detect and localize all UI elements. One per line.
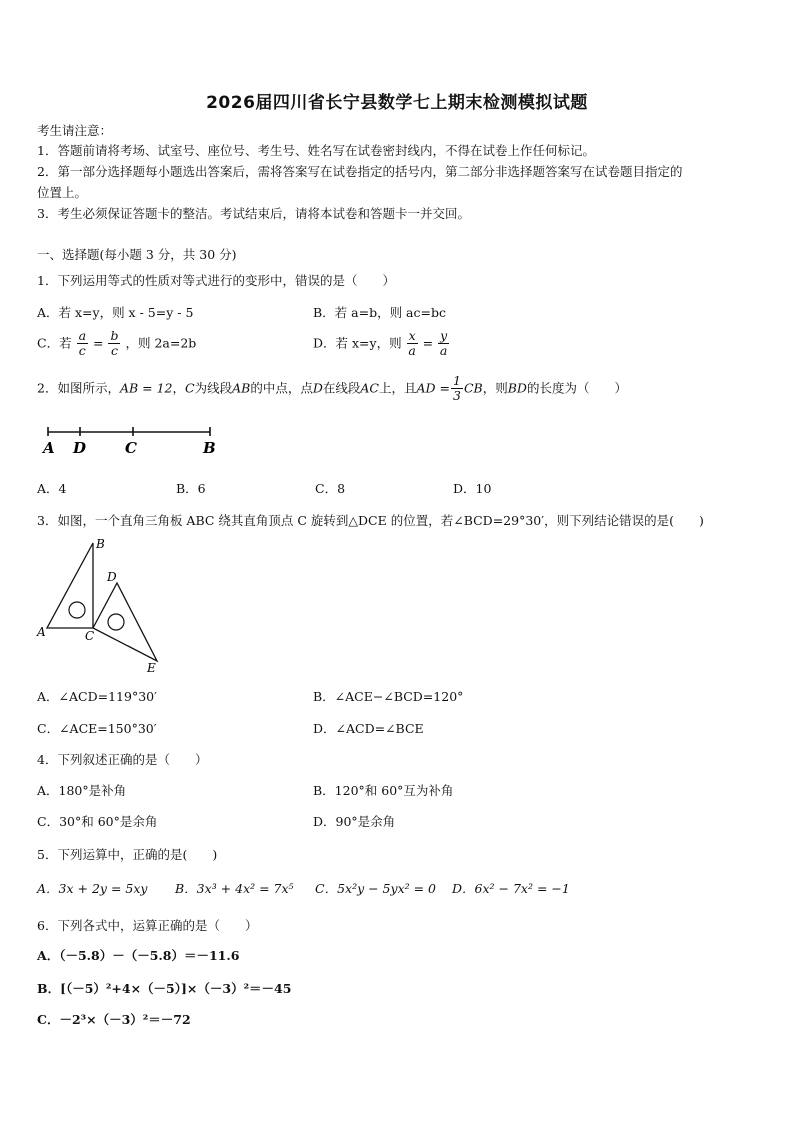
fraction-b-over-c: $\frac{b}{c}$	[110, 328, 119, 359]
q6-option-c: C．－2³×（－3）²＝－72	[37, 1012, 191, 1027]
fraction-one-third: $\frac{1}{3}$	[453, 373, 461, 404]
q3-option-b: B．∠ACE−∠BCD=120°	[313, 689, 464, 704]
q5-option-d: D．6x² − 7x² = −1	[452, 881, 570, 896]
q1-option-d: D．若 x=y，则 $\frac{x}{a}$ = $\frac{y}{a}$	[313, 328, 448, 359]
notice-item-2: 2．第一部分选择题每小题选出答案后，需将答案写在试卷指定的括号内，第二部分非选择题答案写在试卷题目指定的	[37, 164, 683, 179]
q3-option-c: C．∠ACE=150°30′	[37, 721, 157, 736]
q4-option-c: C．30°和 60°是余角	[37, 814, 158, 829]
q2-stem: 2．如图所示，AB = 12，C为线段AB的中点，点D在线段AC上，且AD = $\frac{1}{3}$ CB，则BD的长度为（ ）	[37, 373, 627, 404]
notice-item-3: 3．考生必须保证答题卡的整洁。考试结束后，请将本试卷和答题卡一并交回。	[37, 206, 470, 221]
q2-segment-figure	[40, 422, 230, 462]
q5-stem: 5．下列运算中，正确的是( )	[37, 847, 218, 862]
label-a: A	[37, 625, 46, 639]
q2-option-d: D．10	[453, 481, 492, 496]
q3-triangle-figure	[35, 533, 165, 678]
q2-option-b: B．6	[176, 481, 206, 496]
q3-option-a: A．∠ACD=119°30′	[37, 689, 157, 704]
q5-option-b: B．3x³ + 4x² = 7x⁵	[175, 881, 294, 896]
label-b: B	[96, 537, 105, 551]
q5-option-c: C．5x²y − 5yx² = 0	[315, 881, 437, 896]
label-e: E	[147, 661, 156, 675]
q6-option-a: A．（－5.8）－（－5.8）＝－11.6	[37, 948, 240, 963]
q4-stem: 4．下列叙述正确的是（ ）	[37, 752, 208, 767]
section-heading: 一、选择题(每小题 3 分，共 30 分)	[37, 247, 237, 262]
fraction-y-over-a: $\frac{y}{a}$	[439, 328, 448, 359]
q2-option-a: A．4	[37, 481, 67, 496]
fraction-a-over-c: $\frac{a}{c}$	[78, 328, 87, 359]
page-title: 2026届四川省长宁县数学七上期末检测模拟试题	[206, 93, 588, 113]
q4-option-b: B．120°和 60°互为补角	[313, 783, 454, 798]
q4-option-a: A．180°是补角	[37, 783, 127, 798]
q5-option-a: A．3x + 2y = 5xy	[37, 881, 148, 896]
q6-option-b: B．[（－5）²+4×（－5）]×（－3）²＝－45	[37, 981, 292, 996]
q1-stem: 1．下列运用等式的性质对等式进行的变形中，错误的是（ ）	[37, 273, 395, 288]
q6-stem: 6．下列各式中，运算正确的是（ ）	[37, 918, 258, 933]
label-c: C	[125, 439, 137, 457]
notice-heading: 考生请注意：	[37, 123, 113, 138]
q4-option-d: D．90°是余角	[313, 814, 396, 829]
notice-item-2-cont: 位置上。	[37, 185, 88, 200]
q1-option-b: B．若 a=b，则 ac=bc	[313, 305, 446, 320]
fraction-x-over-a: $\frac{x}{a}$	[408, 328, 416, 359]
label-c: C	[85, 629, 95, 643]
q3-stem: 3．如图，一个直角三角板 ABC 绕其直角顶点 C 旋转到△DCE 的位置，若∠BCD=29°30′，则下列结论错误的是( )	[37, 513, 704, 528]
q2-option-c: C．8	[315, 481, 346, 496]
q3-option-d: D．∠ACD=∠BCE	[313, 721, 424, 736]
q1-option-c: C．若 $\frac{a}{c}$ = $\frac{b}{c}$ ，则 2a=2b	[37, 328, 197, 359]
label-d: D	[73, 439, 87, 457]
label-a: A	[43, 439, 55, 457]
label-b: B	[203, 439, 216, 457]
notice-item-1: 1．答题前请将考场、试室号、座位号、考生号、姓名写在试卷密封线内，不得在试卷上作任何标记。	[37, 143, 595, 158]
label-d: D	[107, 570, 117, 584]
q1-option-a: A．若 x=y，则 x - 5=y - 5	[37, 305, 194, 320]
